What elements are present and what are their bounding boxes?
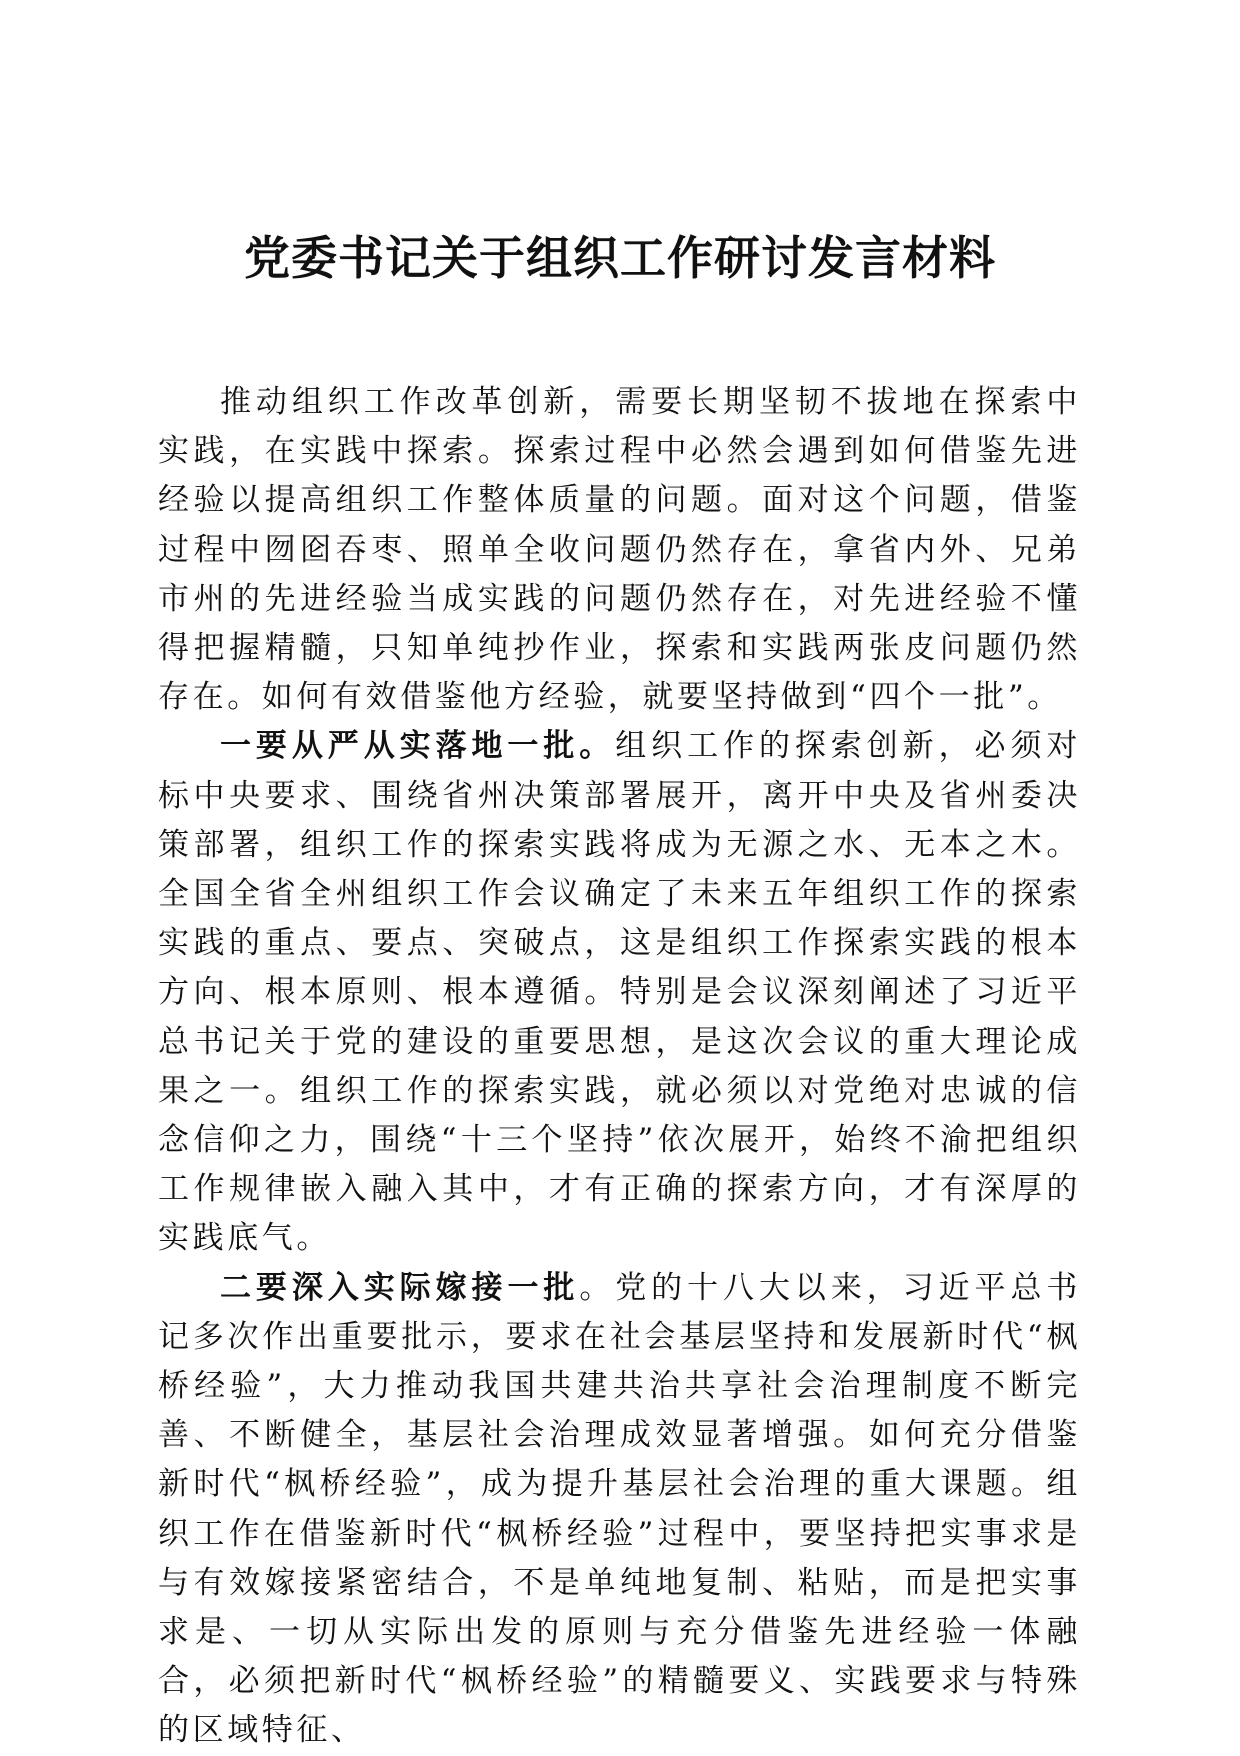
paragraph-intro: [158, 378, 1081, 722]
document-title: 党委书记关于组织工作研讨发言材料: [244, 231, 996, 285]
document-body: [158, 378, 1081, 1756]
paragraph-point-one-heading: 一要从严从实落地一批。: [220, 728, 616, 765]
paragraph-intro-text: 推动组织工作改革创新，需要长期坚韧不拔地在探索中实践，在实践中探索。探索过程中必然会遇到如何借鉴先进经验以提高组织工作整体质量的问题。面对这个问题，借鉴过程中囫囵吞枣、照单全收问题仍然存在，拿省内外、兄弟市州的先进经验当成实践的问题仍然存在，对先进经验不懂得把握精髓，只知单纯抄作业，探索和实践两张皮问题仍然存在。如何有效借鉴他方经验，就要坚持做到“四个一批”。: [158, 384, 1081, 716]
paragraph-point-one-text: 组织工作的探索创新，必须对标中央要求、围绕省州决策部署展开，离开中央及省州委决策部署，组织工作的探索实践将成为无源之水、无本之木。全国全省全州组织工作会议确定了未来五年组织工作的探索实践的重点、要点、突破点，这是组织工作探索实践的根本方向、根本原则、根本遵循。特别是会议深刻阐述了习近平总书记关于党的建设的重要思想，是这次会议的重大理论成果之一。组织工作的探索实践，就必须以对党绝对忠诚的信念信仰之力，围绕“十三个坚持”依次展开，始终不渝把组织工作规律嵌入融入其中，才有正确的探索方向，才有深厚的实践底气。: [158, 728, 1081, 1257]
paragraph-point-two-text: 。党的十八大以来，习近平总书记多次作出重要批示，要求在社会基层坚持和发展新时代“枫桥经验”，大力推动我国共建共治共享社会治理制度不断完善、不断健全，基层社会治理成效显著增强。如何充分借鉴新时代“枫桥经验”，成为提升基层社会治理的重大课题。组织工作在借鉴新时代“枫桥经验”过程中，要坚持把实事求是与有效嫁接紧密结合，不是单纯地复制、粘贴，而是把实事求是、一切从实际出发的原则与充分借鉴先进经验一体融合，必须把新时代“枫桥经验”的精髓要义、实践要求与特殊的区域特征、: [158, 1269, 1082, 1749]
paragraph-point-one: [158, 722, 1081, 1263]
paragraph-point-two-heading: 二要深入实际嫁接一批: [220, 1269, 580, 1306]
paragraph-point-two: [158, 1264, 1081, 1756]
